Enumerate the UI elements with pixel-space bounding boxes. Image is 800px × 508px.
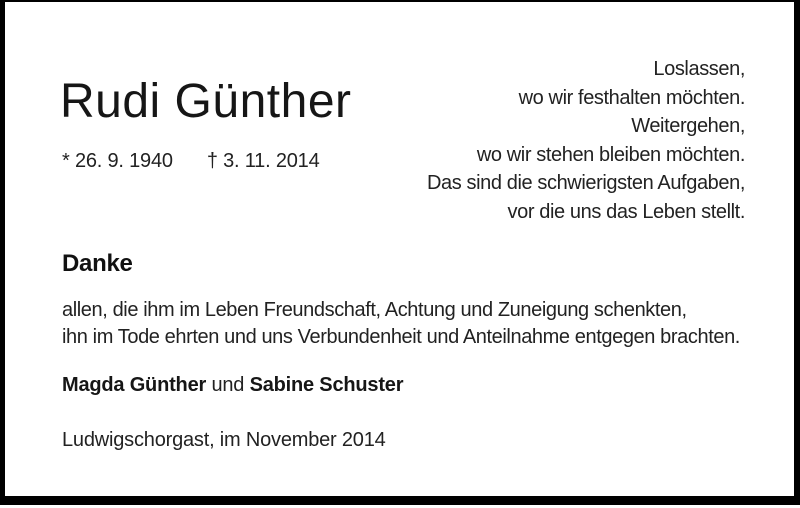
- memorial-poem: [427, 55, 745, 226]
- thanks-line: allen, die ihm im Leben Freundschaft, Achtung und Zuneigung schenkten,: [62, 299, 687, 321]
- place-date-line: Ludwigschorgast, im November 2014: [62, 429, 386, 451]
- poem-line: Loslassen,: [653, 58, 745, 80]
- death-date: † 3. 11. 2014: [206, 150, 320, 172]
- birth-date: * 26. 9. 1940: [62, 150, 173, 172]
- poem-line: vor die uns das Leben stellt.: [507, 200, 745, 223]
- scan-border-right: [794, 0, 800, 501]
- mourner-name: Sabine Schuster: [249, 374, 404, 396]
- thanks-text: [62, 297, 740, 351]
- poem-line: wo wir stehen bleiben möchten.: [476, 143, 745, 166]
- scan-border-left: [0, 0, 5, 505]
- mourners-line: [62, 374, 403, 397]
- thanks-line: ihn im Tode ehrten und uns Verbundenheit und Anteilnahme entgegen brachten.: [62, 326, 740, 348]
- thanks-heading: Danke: [62, 250, 133, 277]
- mourners-connector: und: [211, 374, 245, 396]
- poem-line: Weitergehen,: [631, 115, 745, 137]
- life-dates: [62, 150, 320, 173]
- deceased-name: Rudi Günther: [60, 75, 352, 128]
- poem-line: wo wir festhalten möchten.: [518, 86, 745, 109]
- mourner-name: Magda Günther: [62, 374, 207, 396]
- poem-line: Das sind die schwierigsten Aufgaben,: [426, 172, 745, 194]
- scan-border-top: [0, 0, 800, 2]
- scan-border-bottom: [0, 496, 800, 505]
